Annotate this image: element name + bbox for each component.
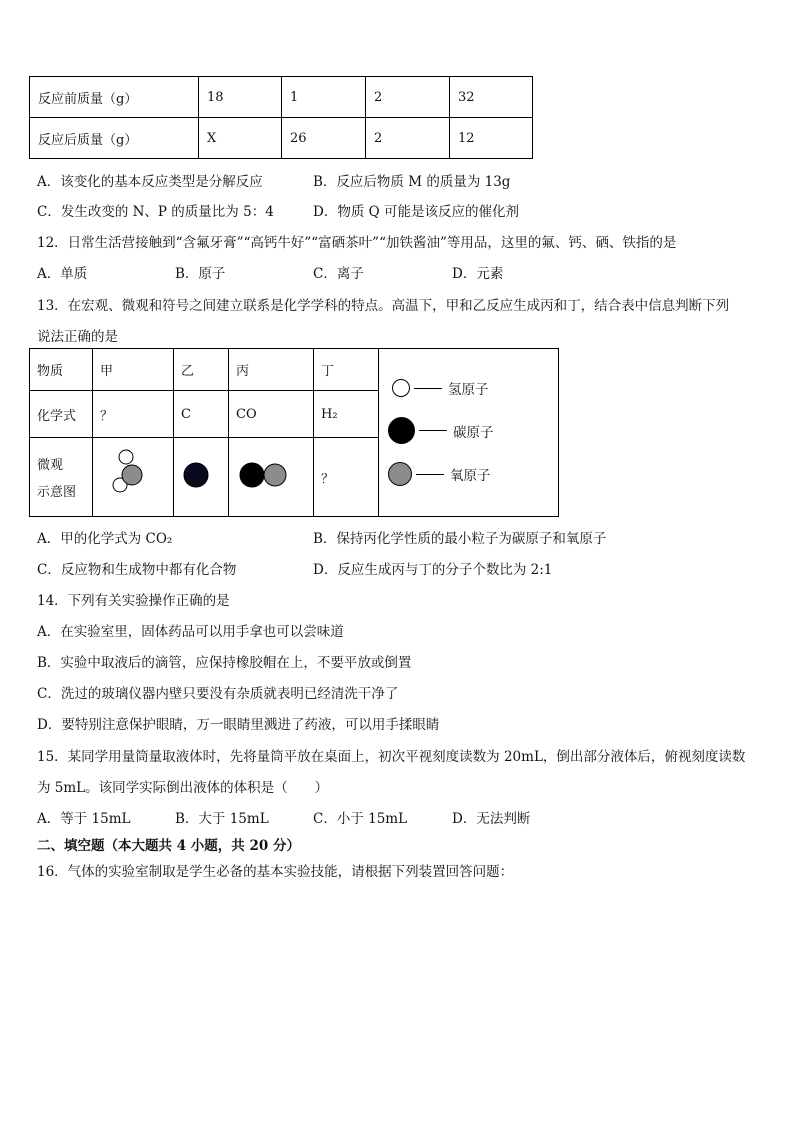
q13-option-a: A．甲的化学式为 CO₂ [37,531,173,547]
oxygen-atom-icon [264,464,286,486]
water-molecule-icon [100,445,160,505]
row-label: 反应后质量（g） [30,118,199,159]
formula-cell: C [174,391,229,438]
table-row [30,118,533,159]
table-cell: 2 [366,118,450,159]
q16-stem: 16．气体的实验室制取是学生必备的基本实验技能，请根据下列装置回答问题： [37,864,514,880]
q11-option-a: A．该变化的基本反应类型是分解反应 [37,174,263,190]
table-cell: 12 [450,118,533,159]
legend-item-hydrogen [392,378,489,398]
micro-label-line2: 示意图 [37,485,77,500]
legend-label: 氢原子 [448,382,489,398]
section-title: 二、填空题（本大题共 4 小题，共 20 分） [37,838,300,854]
table-header: 物质 [30,349,93,391]
q13-option-b: B．保持丙化学性质的最小粒子为碳原子和氧原子 [313,531,607,547]
table-header: 丁 [314,349,379,391]
micro-label-line1: 微观 [37,458,64,473]
formula-cell: CO [229,391,314,438]
micro-cell-jia [93,438,174,517]
mass-table [29,76,533,159]
micro-cell-bing [229,438,314,517]
white-circle-icon [392,379,410,397]
q12-option-b: B．原子 [175,266,226,282]
hydrogen-atom-icon [119,450,133,464]
q12-option-a: A．单质 [37,266,88,282]
micro-label [30,438,93,517]
formula-cell: H₂ [314,391,379,438]
q11-option-b: B．反应后物质 M 的质量为 13g [313,174,511,190]
legend-connector [416,474,444,475]
carbon-atom-icon [181,458,215,492]
q14-stem: 14．下列有关实验操作正确的是 [37,593,230,609]
table-header: 乙 [174,349,229,391]
micro-cell-yi [174,438,229,517]
q13-stem-line1: 13．在宏观、微观和符号之间建立联系是化学学科的特点。高温下，甲和乙反应生成丙和丁，结合表中信息判断下列 [37,298,730,314]
q11-option-c: C．发生改变的 N、P 的质量比为 5：4 [37,204,274,220]
legend-item-oxygen [388,462,491,486]
q12-option-c: C．离子 [313,266,364,282]
carbon-monoxide-molecule-icon [236,458,300,492]
table-cell: 2 [366,77,450,118]
table-cell: 32 [450,77,533,118]
q13-stem-line2: 说法正确的是 [37,329,118,345]
q15-option-b: B．大于 15mL [175,811,269,827]
oxygen-atom-icon [122,465,142,485]
legend-item-carbon [388,417,494,444]
formula-label: 化学式 [30,391,93,438]
gray-circle-icon [388,462,412,486]
q14-option-b: B．实验中取液后的滴管，应保持橡胶帽在上，不要平放或倒置 [37,655,412,671]
table-cell: 18 [199,77,282,118]
q14-option-a: A．在实验室里，固体药品可以用手拿也可以尝味道 [37,624,344,640]
q14-option-c: C．洗过的玻璃仪器内壁只要没有杂质就表明已经清洗干净了 [37,686,399,702]
table-row [30,77,533,118]
q15-option-a: A．等于 15mL [37,811,131,827]
black-circle-icon [388,417,415,444]
row-label: 反应前质量（g） [30,77,199,118]
q15-stem-line2: 为 5mL。该同学实际倒出液体的体积是（ ） [37,780,329,796]
legend-connector [414,388,442,389]
q13-option-d: D．反应生成丙与丁的分子个数比为 2:1 [313,562,553,578]
legend-label: 氧原子 [450,468,491,484]
table-cell: X [199,118,282,159]
table-header: 甲 [93,349,174,391]
q15-stem-line1: 15．某同学用量筒量取液体时，先将量筒平放在桌面上，初次平视刻度读数为 20mL，倒出部分液体后，俯视刻度读数 [37,749,746,765]
q14-option-d: D．要特别注意保护眼睛，万一眼睛里溅进了药液，可以用手揉眼睛 [37,717,440,733]
table-cell: 26 [282,118,366,159]
legend-connector [419,430,447,431]
table-header: 丙 [229,349,314,391]
carbon-atom-icon [240,463,264,487]
q13-option-c: C．反应物和生成物中都有化合物 [37,562,237,578]
legend-label: 碳原子 [453,424,494,441]
q11-option-d: D．物质 Q 可能是该反应的催化剂 [313,204,519,220]
micro-cell-ding: ？ [314,438,379,517]
q15-option-c: C．小于 15mL [313,811,408,827]
q15-option-d: D．无法判断 [452,811,531,827]
q12-stem: 12．日常生活营接触到“含氟牙膏”“高钙牛好”“富硒茶叶”“加铁酱油”等用品，这里的氟、钙、硒、铁指的是 [37,235,677,251]
table-cell: 1 [282,77,366,118]
formula-cell: ？ [93,391,174,438]
q12-option-d: D．元素 [452,266,504,282]
